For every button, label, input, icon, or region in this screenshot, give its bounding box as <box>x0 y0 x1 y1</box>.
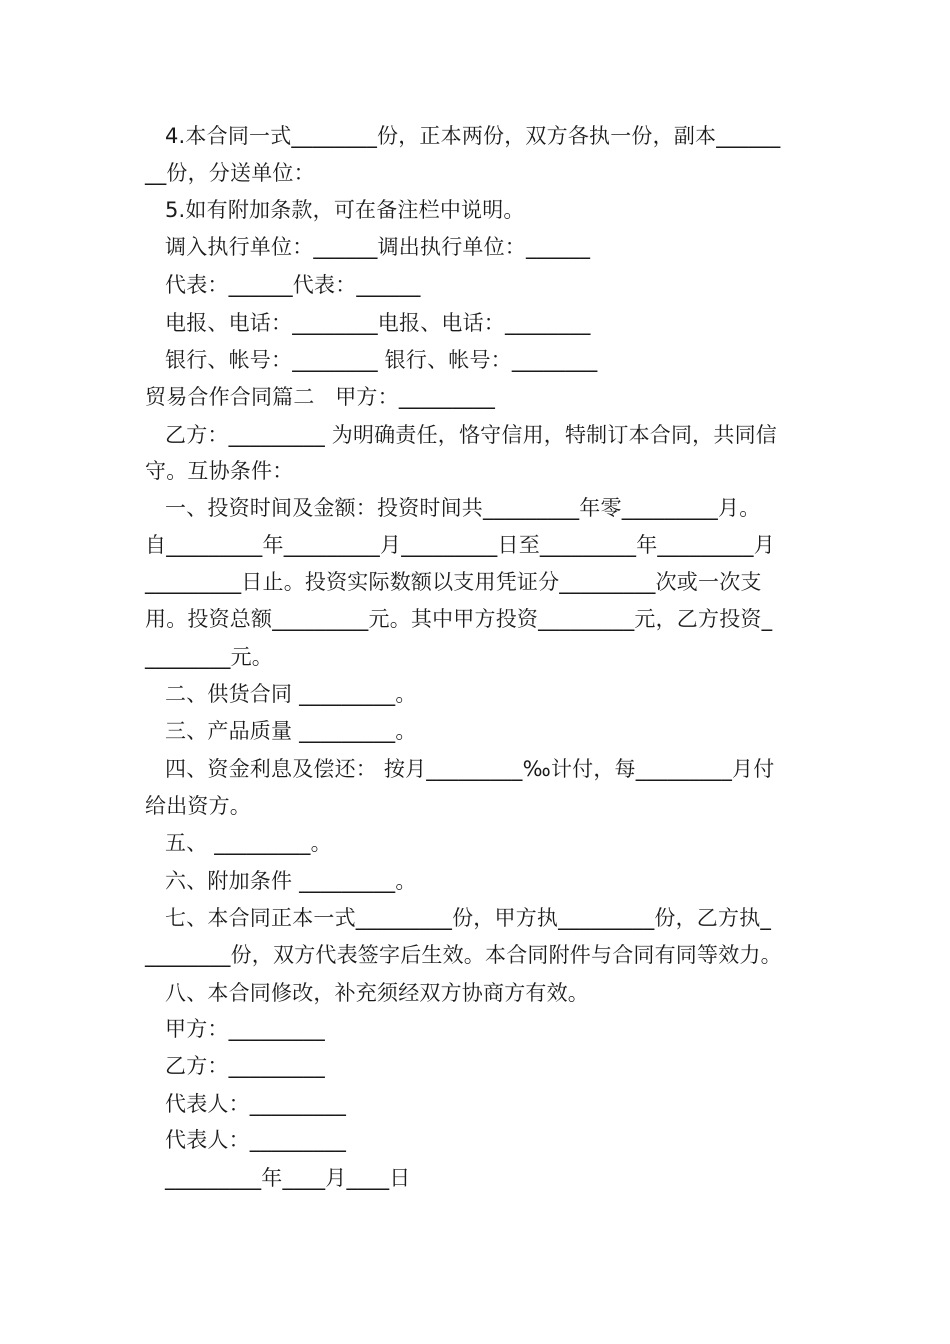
text-line: 调入执行单位：______调出执行单位：______ <box>165 235 591 259</box>
text-line: 三、产品质量 _________。 <box>165 719 417 743</box>
signature-date: _________年____月____日 <box>165 1166 411 1190</box>
text-line: ________份，双方代表签字后生效。本合同附件与合同有同等效力。 <box>145 943 782 967</box>
text-line: __份，分送单位： <box>145 161 315 185</box>
signature-party-a: 甲方：_________ <box>165 1017 325 1041</box>
text-line: ________元。 <box>145 645 273 669</box>
text-line: 七、本合同正本一式_________份，甲方执_________份，乙方执_ <box>165 906 772 930</box>
text-line: 六、附加条件 _________。 <box>165 869 417 893</box>
text-line: 八、本合同修改，补充须经双方协商方有效。 <box>165 981 589 1005</box>
text-line: 二、供货合同 _________。 <box>165 682 417 706</box>
signature-representative: 代表人：_________ <box>165 1092 347 1116</box>
text-line: _________日止。投资实际数额以支用凭证分_________次或一次支 <box>145 570 762 594</box>
text-line: 守。互协条件： <box>145 459 294 483</box>
text-line: 给出资方。 <box>145 794 251 818</box>
text-line: 五、 _________。 <box>165 831 332 855</box>
text-line: 4.本合同一式________份，正本两份，双方各执一份，副本______ <box>165 124 781 148</box>
text-line: 自_________年_________月_________日至_________年_________月 <box>145 533 775 557</box>
text-line: 四、资金利息及偿还： 按月_________‰计付，每_________月付 <box>165 757 775 781</box>
text-line: 乙方：_________ 为明确责任，恪守信用，特制订本合同，共同信 <box>165 423 777 447</box>
signature-party-b: 乙方：_________ <box>165 1054 325 1078</box>
section-heading: 贸易合作合同篇二 甲方：_________ <box>145 385 496 409</box>
text-line: 代表：______代表：______ <box>165 273 421 297</box>
text-line: 银行、帐号：________ 银行、帐号：________ <box>165 348 598 372</box>
signature-representative: 代表人：_________ <box>165 1128 347 1152</box>
text-line: 电报、电话：________电报、电话：________ <box>165 311 591 335</box>
text-line: 一、投资时间及金额：投资时间共_________年零_________月。 <box>165 496 761 520</box>
text-line: 5.如有附加条款，可在备注栏中说明。 <box>165 198 525 222</box>
text-line: 用。投资总额_________元。其中甲方投资_________元，乙方投资_ <box>145 607 773 631</box>
